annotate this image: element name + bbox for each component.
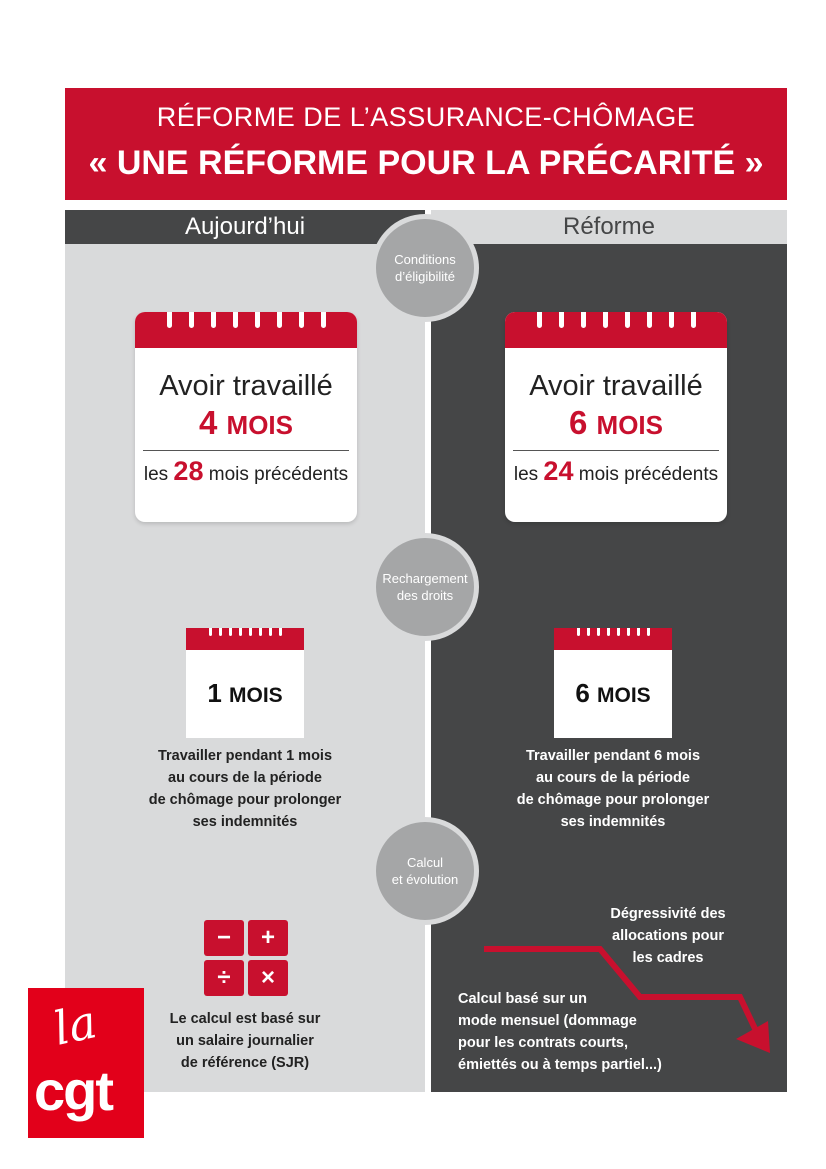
logo-wordmark: cgt	[34, 1059, 112, 1122]
period-prefix: les	[143, 464, 169, 485]
minus-icon: −	[204, 920, 244, 956]
duration-number: 1	[207, 678, 222, 708]
circle-label-line: Calcul	[406, 855, 444, 870]
desc-line: un salaire journalier	[176, 1033, 314, 1049]
circle-label-line: des droits	[396, 588, 454, 603]
desc-line: ses indemnités	[192, 814, 298, 830]
duration-number: 6	[569, 404, 588, 441]
desc-line: au cours de la période	[536, 770, 690, 786]
calendar-duration	[505, 404, 727, 442]
desc-line: les cadres	[632, 950, 704, 966]
desc-line: Travailler pendant 1 mois	[157, 748, 333, 764]
recharge-reform-description	[493, 745, 733, 833]
title-banner	[65, 88, 787, 200]
calendar-reference-period	[505, 456, 727, 487]
desc-line: au cours de la période	[168, 770, 322, 786]
section-recharge-circle	[371, 533, 479, 641]
recharge-duration	[186, 678, 304, 709]
desc-line: de chômage pour prolonger	[148, 792, 342, 808]
degressive-note	[598, 903, 738, 969]
duration-unit: MOIS	[226, 410, 293, 440]
circle-label-line: et évolution	[391, 872, 459, 887]
period-prefix: les	[513, 464, 539, 485]
period-suffix: mois précédents	[208, 464, 349, 485]
calendar-header-bar	[135, 312, 357, 348]
calendar-header-bar	[554, 628, 672, 650]
desc-line: de chômage pour prolonger	[516, 792, 710, 808]
column-reform-header: Réforme	[431, 210, 787, 244]
desc-line: Le calcul est basé sur	[169, 1011, 321, 1027]
divide-icon: ÷	[204, 960, 244, 996]
desc-line: Dégressivité des	[610, 906, 726, 922]
circle-label-line: d’éligibilité	[395, 269, 455, 284]
plus-icon: +	[248, 920, 288, 956]
duration-number: 6	[575, 678, 590, 708]
duration-unit: MOIS	[229, 684, 283, 707]
calendar-worked-label: Avoir travaillé	[529, 370, 703, 402]
calendar-recharge-today	[186, 628, 304, 738]
duration-number: 4	[199, 404, 218, 441]
calendar-eligibility-reform	[505, 312, 727, 522]
calc-today-description	[140, 1008, 350, 1074]
divider	[143, 450, 349, 451]
calendar-worked-label: Avoir travaillé	[159, 370, 333, 402]
calculator-icon	[204, 920, 288, 996]
period-months: 24	[543, 456, 574, 486]
calendar-reference-period	[135, 456, 357, 487]
recharge-duration	[554, 678, 672, 709]
desc-line: de référence (SJR)	[180, 1055, 310, 1071]
section-eligibility-circle	[371, 214, 479, 322]
recharge-today-description	[125, 745, 365, 833]
logo-script-text: la	[48, 994, 102, 1056]
banner-subtitle: RÉFORME DE L’ASSURANCE-CHÔMAGE	[156, 102, 696, 132]
circle-label-line: Rechargement	[382, 571, 468, 586]
period-suffix: mois précédents	[578, 464, 719, 485]
calendar-header-bar	[186, 628, 304, 650]
cgt-logo	[28, 988, 144, 1138]
desc-line: allocations pour	[612, 928, 724, 944]
circle-label-line: Conditions	[394, 252, 456, 267]
divider	[513, 450, 719, 451]
duration-unit: MOIS	[596, 410, 663, 440]
calc-reform-description	[458, 988, 698, 1076]
desc-line: ses indemnités	[560, 814, 666, 830]
desc-line: Travailler pendant 6 mois	[525, 748, 701, 764]
calendar-recharge-reform	[554, 628, 672, 738]
desc-line: émiettés ou à temps partiel...)	[458, 1057, 662, 1073]
desc-line: mode mensuel (dommage	[458, 1013, 637, 1029]
duration-unit: MOIS	[597, 684, 651, 707]
column-today-header: Aujourd’hui	[65, 210, 425, 244]
calendar-eligibility-today	[135, 312, 357, 522]
desc-line: Calcul basé sur un	[458, 991, 587, 1007]
banner-title: « UNE RÉFORME POUR LA PRÉCARITÉ »	[88, 144, 764, 182]
multiply-icon: ×	[248, 960, 288, 996]
calendar-header-bar	[505, 312, 727, 348]
period-months: 28	[173, 456, 204, 486]
desc-line: pour les contrats courts,	[458, 1035, 629, 1051]
calendar-duration	[135, 404, 357, 442]
section-calculation-circle	[371, 817, 479, 925]
